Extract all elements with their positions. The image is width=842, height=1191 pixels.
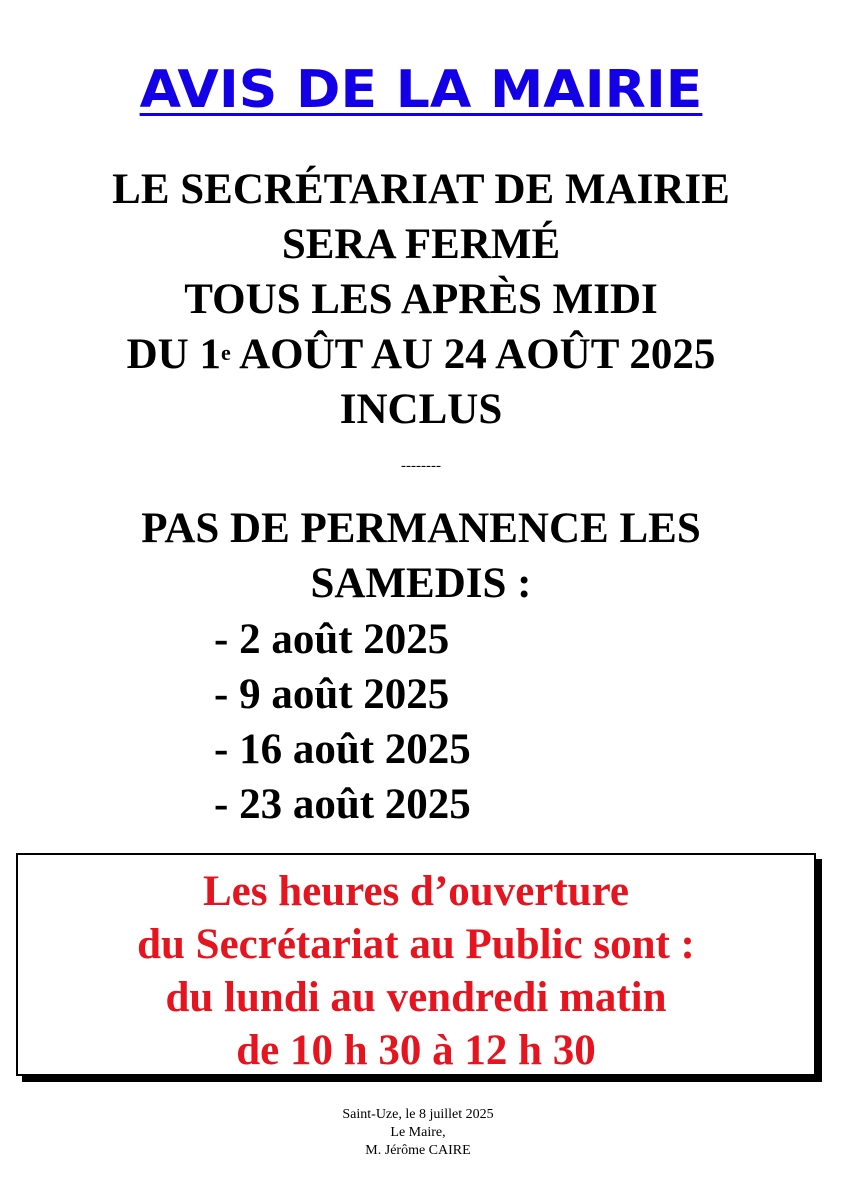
opening-hours-text	[18, 865, 814, 1077]
permanence-line-2: SAMEDIS :	[310, 560, 532, 607]
divider: --------	[401, 458, 441, 474]
permanence-line-1: PAS DE PERMANENCE LES	[141, 505, 701, 552]
signature-role: Le Maire,	[390, 1125, 446, 1140]
list-item: - 23 août 2025	[214, 781, 471, 828]
page-title: AVIS DE LA MAIRIE	[139, 60, 703, 120]
ordinal-suffix: e	[220, 340, 231, 365]
list-item: - 16 août 2025	[214, 726, 471, 773]
hours-line-1: Les heures d’ouverture	[203, 868, 629, 915]
notice-line-1: LE SECRÉTARIAT DE MAIRIE	[112, 166, 730, 213]
notice-line-4-start: DU 1	[126, 331, 221, 378]
permanence-notice	[0, 501, 842, 611]
signature-name: M. Jérôme CAIRE	[365, 1143, 471, 1158]
list-item: - 2 août 2025	[214, 616, 450, 663]
signature-place-date: Saint-Uze, le 8 juillet 2025	[342, 1107, 494, 1122]
notice-line-5: INCLUS	[339, 386, 503, 433]
notice-line-2: SERA FERMÉ	[281, 221, 561, 268]
saturday-dates-list	[214, 612, 471, 832]
hours-line-3: du lundi au vendredi matin	[165, 974, 667, 1021]
hours-line-4: de 10 h 30 à 12 h 30	[236, 1027, 596, 1074]
closure-notice	[0, 162, 842, 437]
notice-line-3: TOUS LES APRÈS MIDI	[184, 276, 658, 323]
hours-line-2: du Secrétariat au Public sont :	[137, 921, 695, 968]
list-item: - 9 août 2025	[214, 671, 450, 718]
opening-hours-box	[16, 853, 816, 1076]
notice-line-4	[0, 327, 842, 382]
notice-line-4-end: AOÛT AU 24 AOÛT 2025	[230, 331, 716, 378]
signature-block	[0, 1106, 836, 1160]
